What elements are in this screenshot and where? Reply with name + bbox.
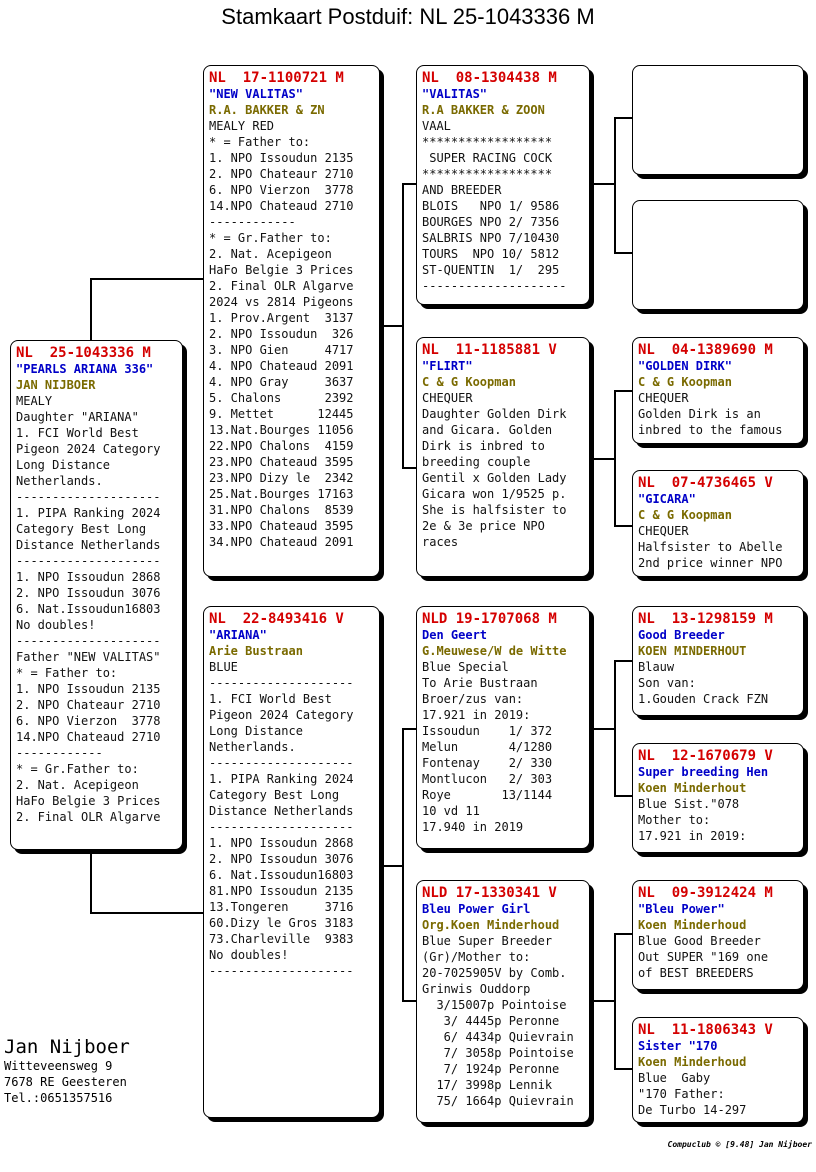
pedigree-line: 7/ 1924p Peronne <box>422 1062 560 1076</box>
pedigree-line: ------------ <box>16 746 103 760</box>
ring-number: NLD 17-1330341 V <box>422 885 557 901</box>
pedigree-line: 14.NPO Chateaud 2710 <box>209 199 354 213</box>
pedigree-line: 14.NPO Chateaud 2710 <box>16 730 161 744</box>
pigeon-name: Bleu Power Girl <box>422 902 531 916</box>
breeder-name: Koen Minderhoud <box>638 918 747 932</box>
pedigree-line: 3. NPO Gien 4717 <box>209 343 354 357</box>
pedigree-line: 17/ 3998p Lennik <box>422 1078 553 1092</box>
breeder-name: JAN NIJBOER <box>16 378 96 392</box>
breeder-name: R.A BAKKER & ZOON <box>422 103 545 117</box>
connector <box>380 325 402 327</box>
pedigree-line: SALBRIS NPO 7/10430 <box>422 231 560 245</box>
connector <box>614 117 634 119</box>
pedigree-line: 73.Charleville 9383 <box>209 932 354 946</box>
breeder-name: Koen Minderhout <box>638 781 747 795</box>
pedigree-line: Melun 4/1280 <box>422 740 553 754</box>
breeder-name: C & G Koopman <box>638 508 732 522</box>
breeder-name: Org.Koen Minderhoud <box>422 918 560 932</box>
pedigree-line: Blue Good Breeder <box>638 934 761 948</box>
connector <box>592 458 614 460</box>
pedigree-line: HaFo Belgie 3 Prices <box>209 263 354 277</box>
pedigree-line: -------------------- <box>209 756 354 770</box>
pigeon-card-mm-mother <box>632 1017 804 1123</box>
pedigree-line: 7/ 3058p Pointoise <box>422 1046 574 1060</box>
pedigree-line: Netherlands. <box>209 740 296 754</box>
pedigree-line: BOURGES NPO 2/ 7356 <box>422 215 560 229</box>
pigeon-card-fm-mother <box>632 470 804 577</box>
pedigree-line: ****************** <box>422 135 553 149</box>
connector <box>614 390 616 525</box>
pedigree-line: Son van: <box>638 676 696 690</box>
pedigree-line: Issoudun 1/ 372 <box>422 724 553 738</box>
pedigree-line: ST-QUENTIN 1/ 295 <box>422 263 560 277</box>
pedigree-line: 23.NPO Dizy le 2342 <box>209 471 354 485</box>
pigeon-card-mf-mother <box>632 743 804 853</box>
pedigree-line: 17.940 in 2019 <box>422 820 524 834</box>
pedigree-line: Long Distance <box>209 724 303 738</box>
pedigree-line: 2e & 3e price NPO <box>422 519 545 533</box>
connector <box>402 728 404 1000</box>
pedigree-line: CHEQUER <box>638 391 689 405</box>
pedigree-line: 1. FCI World Best <box>16 426 139 440</box>
pedigree-line: Blue Super Breeder <box>422 934 553 948</box>
ring-number: NL 12-1670679 V <box>638 748 773 764</box>
pedigree-line: 1. NPO Issoudun 2868 <box>16 570 161 584</box>
pedigree-line: -------------------- <box>16 634 161 648</box>
pigeon-card-father <box>203 65 380 577</box>
pedigree-line: 2. NPO Issoudun 326 <box>209 327 354 341</box>
pedigree-line: of BEST BREEDERS <box>638 966 754 980</box>
pedigree-line: Roye 13/1144 <box>422 788 553 802</box>
pedigree-line: To Arie Bustraan <box>422 676 538 690</box>
pigeon-name: Sister "170 <box>638 1039 718 1053</box>
pedigree-line: Broer/zus van: <box>422 692 524 706</box>
ring-number: NL 08-1304438 M <box>422 70 557 86</box>
pigeon-card-mother-mother <box>416 880 590 1123</box>
pedigree-line: 2. NPO Issoudun 3076 <box>209 852 354 866</box>
pedigree-line: 1. PIPA Ranking 2024 <box>16 506 161 520</box>
pedigree-line: 3/15007p Pointoise <box>422 998 567 1012</box>
pedigree-line: * = Father to: <box>209 135 311 149</box>
pedigree-line: 2nd price winner NPO <box>638 556 783 570</box>
pedigree-line: Blue Gaby <box>638 1071 711 1085</box>
pedigree-line: 9. Mettet 12445 <box>209 407 354 421</box>
pedigree-line: 2. Final OLR Algarve <box>209 279 354 293</box>
pigeon-card-mf-father <box>632 606 804 716</box>
breeder-name: G.Meuwese/W de Witte <box>422 644 567 658</box>
pedigree-line: 75/ 1664p Quievrain <box>422 1094 574 1108</box>
pigeon-name: Super breeding Hen <box>638 765 769 779</box>
pedigree-line: 2. NPO Chateaur 2710 <box>209 167 354 181</box>
pedigree-line: (Gr)/Mother to: <box>422 950 531 964</box>
ring-number: NL 25-1043336 M <box>16 345 151 361</box>
pedigree-line: 1. Prov.Argent 3137 <box>209 311 354 325</box>
breeder-name: R.A. BAKKER & ZN <box>209 103 325 117</box>
connector <box>592 183 614 185</box>
pedigree-line: 17.921 in 2019: <box>638 829 747 843</box>
connector <box>90 278 204 280</box>
pedigree-line: 4. NPO Chateaud 2091 <box>209 359 354 373</box>
pedigree-line: Netherlands. <box>16 474 103 488</box>
pedigree-line: 17.921 in 2019: <box>422 708 531 722</box>
breeder-name: C & G Koopman <box>422 375 516 389</box>
pedigree-line: -------------------- <box>209 964 354 978</box>
connector <box>614 390 634 392</box>
pigeon-card-father-father <box>416 65 590 305</box>
pedigree-line: * = Gr.Father to: <box>16 762 139 776</box>
pedigree-line: ****************** <box>422 167 553 181</box>
ring-number: NL 04-1389690 M <box>638 342 773 358</box>
pedigree-line: Grinwis Ouddorp <box>422 982 531 996</box>
owner-name: Jan Nijboer <box>4 1036 130 1058</box>
pedigree-line: Halfsister to Abelle <box>638 540 783 554</box>
pedigree-line: MEALY <box>16 394 53 408</box>
pedigree-line: CHEQUER <box>638 524 689 538</box>
pigeon-name: Good Breeder <box>638 628 725 642</box>
pedigree-line: BLUE <box>209 660 238 674</box>
pigeon-name: "VALITAS" <box>422 87 488 101</box>
pedigree-line: 31.NPO Chalons 8539 <box>209 503 354 517</box>
pedigree-line: -------------------- <box>209 820 354 834</box>
pedigree-line: Daughter "ARIANA" <box>16 410 139 424</box>
pedigree-line: 25.Nat.Bourges 17163 <box>209 487 354 501</box>
pedigree-line: CHEQUER <box>422 391 473 405</box>
page-title: Stamkaart Postduif: NL 25-1043336 M <box>221 4 595 29</box>
pedigree-line: 1. FCI World Best <box>209 692 332 706</box>
pedigree-line: Blauw <box>638 660 675 674</box>
pedigree-line: * = Father to: <box>16 666 118 680</box>
pedigree-line: 2. Final OLR Algarve <box>16 810 161 824</box>
pedigree-line: -------------------- <box>16 554 161 568</box>
footer-credit: Compuclub © [9.48] Jan Nijboer <box>667 1140 812 1149</box>
pedigree-line: VAAL <box>422 119 451 133</box>
breeder-name: KOEN MINDERHOUT <box>638 644 747 658</box>
pigeon-name: "Bleu Power" <box>638 902 725 916</box>
pedigree-line: 13.Tongeren 3716 <box>209 900 354 914</box>
pedigree-line: * = Gr.Father to: <box>209 231 332 245</box>
owner-street: Witteveensweg 9 <box>4 1059 113 1073</box>
pedigree-line: TOURS NPO 10/ 5812 <box>422 247 560 261</box>
pigeon-card-mm-father <box>632 880 804 990</box>
ring-number: NL 09-3912424 M <box>638 885 773 901</box>
connector <box>614 1068 634 1070</box>
breeder-name: Koen Minderhoud <box>638 1055 747 1069</box>
pedigree-line: Dirk is inbred to <box>422 439 545 453</box>
connector <box>614 252 634 254</box>
pedigree-line: Pigeon 2024 Category <box>16 442 161 456</box>
pigeon-card-subject <box>10 340 183 850</box>
pedigree-line: 6/ 4434p Quievrain <box>422 1030 574 1044</box>
connector <box>614 525 634 527</box>
connector <box>90 912 204 914</box>
pedigree-line: AND BREEDER <box>422 183 502 197</box>
pedigree-line: Distance Netherlands <box>16 538 161 552</box>
pedigree-line: 6. Nat.Issoudun16803 <box>16 602 161 616</box>
pedigree-line: 60.Dizy le Gros 3183 <box>209 916 354 930</box>
pigeon-name: "GICARA" <box>638 492 696 506</box>
pedigree-line: Blue Special <box>422 660 509 674</box>
pigeon-card-mother-father <box>416 606 590 849</box>
pedigree-line: "170 Father: <box>638 1087 725 1101</box>
pedigree-line: 2. Nat. Acepigeon <box>16 778 139 792</box>
pedigree-line: Montlucon 2/ 303 <box>422 772 553 786</box>
pigeon-card-mother <box>203 606 380 1118</box>
pedigree-line: 20-7025905V by Comb. <box>422 966 567 980</box>
pedigree-line: Out SUPER "169 one <box>638 950 769 964</box>
pedigree-line: ------------ <box>209 215 296 229</box>
pedigree-line: 5. Chalons 2392 <box>209 391 354 405</box>
connector <box>614 933 616 1068</box>
pedigree-line: and Gicara. Golden <box>422 423 553 437</box>
breeder-name: C & G Koopman <box>638 375 732 389</box>
pedigree-line: 1.Gouden Crack FZN <box>638 692 769 706</box>
ring-number: NL 17-1100721 M <box>209 70 344 86</box>
connector <box>380 865 402 867</box>
pedigree-line: Fontenay 2/ 330 <box>422 756 553 770</box>
pigeon-name: "FLIRT" <box>422 359 473 373</box>
pedigree-line: 1. NPO Issoudun 2135 <box>209 151 354 165</box>
ring-number: NLD 19-1707068 M <box>422 611 557 627</box>
ring-number: NL 22-8493416 V <box>209 611 344 627</box>
pigeon-card-father-mother <box>416 337 590 577</box>
pedigree-line: 22.NPO Chalons 4159 <box>209 439 354 453</box>
pedigree-line: 2. Nat. Acepigeon <box>209 247 332 261</box>
pedigree-line: 6. NPO Vierzon 3778 <box>209 183 354 197</box>
pigeon-name: "GOLDEN DIRK" <box>638 359 732 373</box>
connector <box>90 850 92 912</box>
connector <box>402 183 404 468</box>
pedigree-line: Gicara won 1/9525 p. <box>422 487 567 501</box>
pedigree-line: 3/ 4445p Peronne <box>422 1014 560 1028</box>
pedigree-line: Pigeon 2024 Category <box>209 708 354 722</box>
pedigree-line: No doubles! <box>16 618 96 632</box>
pedigree-line: -------------------- <box>16 490 161 504</box>
pigeon-card-fm-father <box>632 337 804 444</box>
pedigree-line: Blue Sist."078 <box>638 797 740 811</box>
connector <box>614 660 616 795</box>
pedigree-line: She is halfsister to <box>422 503 567 517</box>
pedigree-line: 1. NPO Issoudun 2868 <box>209 836 354 850</box>
pedigree-line: 4. NPO Gray 3637 <box>209 375 354 389</box>
pedigree-line: HaFo Belgie 3 Prices <box>16 794 161 808</box>
pedigree-line: 2. NPO Issoudun 3076 <box>16 586 161 600</box>
ring-number: NL 13-1298159 M <box>638 611 773 627</box>
pigeon-card-ff-mother <box>632 200 804 310</box>
pedigree-line: Category Best Long <box>16 522 147 536</box>
connector <box>614 660 634 662</box>
pedigree-line: -------------------- <box>209 676 354 690</box>
pedigree-line: Mother to: <box>638 813 711 827</box>
pedigree-line: 2. NPO Chateaur 2710 <box>16 698 161 712</box>
pigeon-card-ff-father <box>632 65 804 175</box>
ring-number: NL 11-1185881 V <box>422 342 557 358</box>
pedigree-line: 6. Nat.Issoudun16803 <box>209 868 354 882</box>
pedigree-line: Golden Dirk is an <box>638 407 761 421</box>
breeder-name: Arie Bustraan <box>209 644 303 658</box>
ring-number: NL 11-1806343 V <box>638 1022 773 1038</box>
owner-phone: Tel.:0651357516 <box>4 1091 113 1105</box>
pedigree-line: 1. PIPA Ranking 2024 <box>209 772 354 786</box>
pedigree-line: No doubles! <box>209 948 289 962</box>
pedigree-line: Distance Netherlands <box>209 804 354 818</box>
pigeon-name: Den Geert <box>422 628 488 642</box>
pedigree-line: Long Distance <box>16 458 110 472</box>
pedigree-line: Category Best Long <box>209 788 340 802</box>
pedigree-line: -------------------- <box>422 279 567 293</box>
pedigree-line: 6. NPO Vierzon 3778 <box>16 714 161 728</box>
owner-address <box>4 1036 130 1106</box>
pedigree-line: 13.Nat.Bourges 11056 <box>209 423 354 437</box>
pedigree-line: 34.NPO Chateaud 2091 <box>209 535 354 549</box>
connector <box>614 933 634 935</box>
connector <box>90 278 92 340</box>
connector <box>592 728 614 730</box>
pedigree-line: inbred to the famous <box>638 423 783 437</box>
owner-city: 7678 RE Geesteren <box>4 1075 127 1089</box>
connector <box>614 117 616 252</box>
pedigree-line: Father "NEW VALITAS" <box>16 650 161 664</box>
pedigree-line: 10 vd 11 <box>422 804 480 818</box>
pedigree-line: BLOIS NPO 1/ 9586 <box>422 199 560 213</box>
pedigree-line: 2024 vs 2814 Pigeons <box>209 295 354 309</box>
pedigree-line: 81.NPO Issoudun 2135 <box>209 884 354 898</box>
pedigree-line: 23.NPO Chateaud 3595 <box>209 455 354 469</box>
pigeon-name: "NEW VALITAS" <box>209 87 303 101</box>
ring-number: NL 07-4736465 V <box>638 475 773 491</box>
pedigree-line: races <box>422 535 459 549</box>
pedigree-line: breeding couple <box>422 455 531 469</box>
connector <box>614 795 634 797</box>
pedigree-line: SUPER RACING COCK <box>422 151 553 165</box>
pedigree-line: 33.NPO Chateaud 3595 <box>209 519 354 533</box>
pedigree-line: MEALY RED <box>209 119 275 133</box>
pedigree-line: De Turbo 14-297 <box>638 1103 747 1117</box>
pedigree-line: Daughter Golden Dirk <box>422 407 567 421</box>
pigeon-name: "PEARLS ARIANA 336" <box>16 362 154 376</box>
pigeon-name: "ARIANA" <box>209 628 267 642</box>
pedigree-line: 1. NPO Issoudun 2135 <box>16 682 161 696</box>
connector <box>592 1000 614 1002</box>
pedigree-line: Gentil x Golden Lady <box>422 471 567 485</box>
